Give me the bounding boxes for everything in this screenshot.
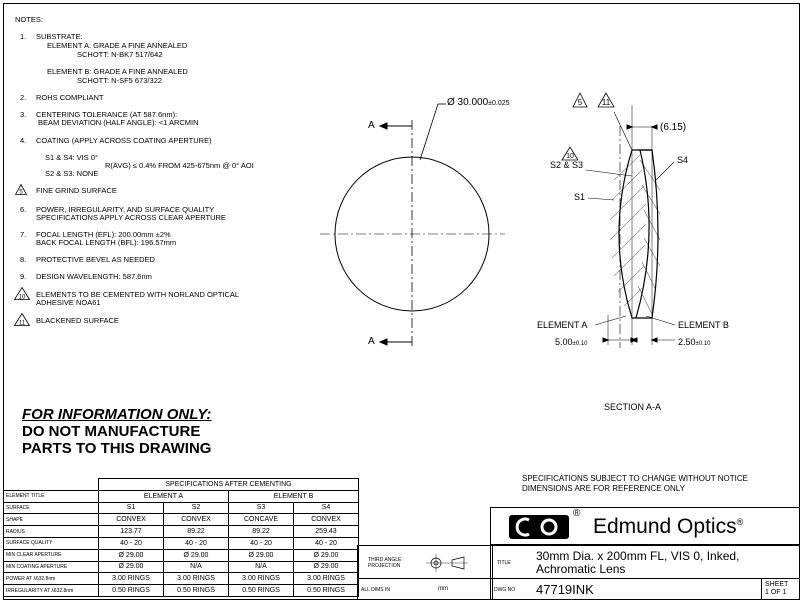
company-block — [490, 507, 800, 545]
drawing-number: 47719INK — [536, 582, 594, 597]
section-mark-bottom: A — [368, 336, 375, 347]
edmund-optics-logo-icon — [509, 513, 569, 541]
note-9-num: 9. — [20, 272, 27, 281]
table-row: RADIUS 123.77 89.22 89.22 259.43 — [4, 526, 359, 538]
note-4-line-3: R(AVG) ≤ 0.4% FROM 425-675nm @ 0° AOI — [105, 161, 254, 170]
element-b-label: ELEMENT B — [678, 320, 729, 330]
s4-leader — [656, 162, 674, 180]
third-angle-projection-icon — [426, 552, 470, 574]
spec-notice — [522, 474, 748, 494]
company-name: Edmund Optics® — [593, 515, 744, 538]
note-8-text: PROTECTIVE BEVEL AS NEEDED — [36, 255, 155, 264]
diameter-dim: Ø 30.000±0.025 — [447, 97, 510, 108]
note-5-text: FINE GRIND SURFACE — [36, 186, 117, 195]
note-2-num: 2. — [20, 93, 27, 102]
note-1-num: 1. — [20, 32, 27, 41]
note-1-element-a: ELEMENT A: GRADE A FINE ANNEALED — [47, 41, 188, 50]
all-dims-label: ALL DIMS IN — [361, 587, 390, 593]
note-6-line-1: POWER, IRREGULARITY, AND SURFACE QUALITY — [36, 205, 215, 214]
s4-label: S4 — [677, 155, 689, 165]
dwg-no-label: DWG NO — [494, 587, 516, 593]
edge-thickness-dim: (6.15) — [660, 122, 687, 133]
spec-notice-line-1: SPECIFICATIONS SUBJECT TO CHANGE WITHOUT NOTICE — [522, 474, 748, 483]
note-1-element-b-glass: SCHOTT: N-SF5 673/322 — [77, 76, 163, 85]
note-1-element-a-glass: SCHOTT: N-BK7 517/642 — [77, 50, 163, 59]
note-9-text: DESIGN WAVELENGTH: 587.6nm — [36, 272, 152, 281]
note-10-line-2: ADHESIVE NOA61 — [36, 298, 101, 307]
section-view-title: SECTION A-A — [604, 402, 662, 412]
projection-cell — [357, 545, 493, 579]
table-row: IRREGULARITY AT λ632.8nm 0.50 RINGS 0.50 RINGS 0.50 RINGS 0.50 RINGS — [4, 585, 359, 597]
note-3-line-2: BEAM DEVIATION (HALF ANGLE): <1 ARCMIN — [38, 118, 199, 127]
note-4-line-4: S2 & S3: NONE — [45, 169, 99, 178]
diameter-leader — [420, 104, 438, 160]
part-title-line-1: 30mm Dia. x 200mm FL, VIS 0, Inked, — [536, 549, 740, 563]
flag-5-number: 5 — [19, 189, 23, 195]
note-1-title: SUBSTRATE: — [36, 32, 83, 41]
flag-5-section-number: 5 — [577, 98, 583, 107]
note-7-line-2: BACK FOCAL LENGTH (BFL): 196.57mm — [36, 238, 177, 247]
note-3-num: 3. — [20, 110, 27, 119]
note-7-num: 7. — [20, 230, 27, 239]
note-3-line-1: CENTERING TOLERANCE (AT 587.6nm): — [36, 110, 178, 119]
info-warning-line-2: DO NOT MANUFACTURE — [22, 423, 201, 440]
units-value: mm — [438, 586, 448, 592]
sheet-count: 1 OF 1 — [765, 589, 787, 596]
s1-label: S1 — [574, 192, 586, 202]
table-row: POWER AT λ632.8nm 3.00 RINGS 3.00 RINGS 3.00 RINGS 3.00 RINGS — [4, 573, 359, 585]
flag-10-number: 10 — [18, 294, 26, 300]
notes-header: NOTES: — [15, 15, 43, 24]
title-cell — [490, 545, 800, 579]
note-10-line-1: ELEMENTS TO BE CEMENTED WITH NORLAND OPTICAL — [36, 290, 240, 299]
spec-notice-line-2: DIMENSIONS ARE FOR REFERENCE ONLY — [522, 484, 685, 493]
note-4-line-1: COATING (APPLY ACROSS COATING APERTURE) — [36, 136, 212, 145]
note-8-num: 8. — [20, 255, 27, 264]
note-4-num: 4. — [20, 136, 27, 145]
s2s3-label: S2 & S3 — [550, 160, 584, 170]
section-hatching — [610, 155, 660, 314]
flag-leader — [614, 112, 632, 150]
specs-table — [3, 478, 359, 597]
note-6-num: 6. — [20, 205, 27, 214]
note-4-line-2: S1 & S4: VIS 0° — [45, 153, 99, 162]
element-b-leader — [646, 316, 675, 325]
note-11-text: BLACKENED SURFACE — [36, 316, 119, 325]
specs-table-header: SPECIFICATIONS AFTER CEMENTING — [99, 479, 359, 491]
flag-10-section-number: 10 — [566, 153, 574, 160]
section-arrow-bottom-head — [380, 339, 387, 345]
info-warning — [22, 406, 211, 457]
table-row: MIN COATING APERTURE Ø 29.00 N/A N/A Ø 29.00 — [4, 561, 359, 573]
element-a-leader — [595, 316, 626, 325]
info-warning-line-3: PARTS TO THIS DRAWING — [22, 440, 212, 457]
part-title — [536, 550, 739, 576]
units-cell — [357, 578, 493, 600]
part-title-line-2: Achromatic Lens — [536, 562, 626, 576]
row-label-element-title: ELEMENT TITLE — [4, 490, 99, 502]
element-a-header: ELEMENT A — [99, 490, 229, 502]
table-row: SURFACE QUALITY 40 - 20 40 - 20 40 - 20 40 - 20 — [4, 537, 359, 549]
table-row: SHAPE CONVEX CONVEX CONCAVE CONVEX — [4, 514, 359, 526]
third-angle-label: THIRD ANGLE PROJECTION — [368, 557, 402, 569]
element-b-thickness: 2.50±0.10 — [678, 337, 711, 347]
element-a-thickness: 5.00±0.10 — [555, 337, 588, 347]
table-row: SURFACE S1 S2 S3 S4 — [4, 502, 359, 514]
info-warning-line-1: FOR INFORMATION ONLY: — [22, 406, 212, 423]
title-label: TITLE — [497, 560, 511, 566]
note-1-element-b: ELEMENT B: GRADE A FINE ANNEALED — [47, 67, 188, 76]
flag-11-section-number: 11 — [601, 98, 611, 107]
s1-leader — [588, 198, 614, 200]
drawing-number-cell — [490, 578, 762, 600]
note-6-line-2: SPECIFICATIONS APPLY ACROSS CLEAR APERTURE — [36, 213, 226, 222]
element-b-header: ELEMENT B — [229, 490, 359, 502]
flag-11-number: 11 — [18, 320, 26, 326]
note-2-text: ROHS COMPLIANT — [36, 93, 104, 102]
element-a-label: ELEMENT A — [537, 320, 588, 330]
sheet-cell — [761, 578, 800, 600]
sheet-label: SHEET — [765, 581, 789, 588]
table-row: MIN CLEAR APERTURE Ø 29.00 Ø 29.00 Ø 29.00 Ø 29.00 — [4, 549, 359, 561]
section-arrow-top-head — [380, 123, 387, 129]
note-7-line-1: FOCAL LENGTH (EFL): 200.00mm ±2% — [36, 230, 171, 239]
s2s3-leader — [586, 170, 632, 176]
logo-registered-mark: ® — [573, 508, 581, 519]
section-mark-top: A — [368, 120, 375, 131]
sheet-info — [765, 581, 788, 597]
